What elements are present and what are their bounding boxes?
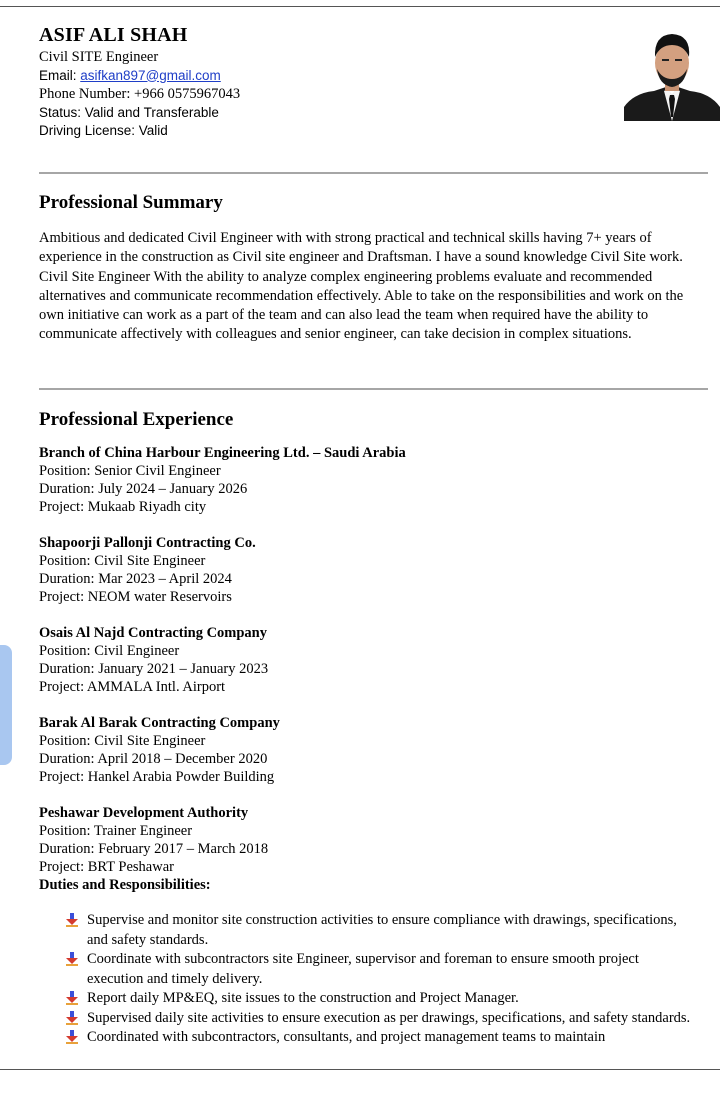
duties-heading: Duties and Responsibilities: <box>39 877 211 893</box>
email-link[interactable]: asifkan897@gmail.com <box>80 67 221 83</box>
job-title: Civil SITE Engineer <box>39 49 159 65</box>
job-entry <box>39 534 709 606</box>
job-position: Position: Civil Engineer <box>39 643 180 659</box>
job-position: Position: Civil Site Engineer <box>39 733 206 749</box>
email-label: Email: <box>39 67 81 83</box>
license-line: Driving License: Valid <box>39 123 168 138</box>
job-project: Project: Hankel Arabia Powder Building <box>39 769 275 785</box>
bullet-arrow-icon <box>65 1030 79 1044</box>
job-duration: Duration: April 2018 – December 2020 <box>39 751 268 767</box>
duty-text: Report daily MP&EQ, site issues to the construction and Project Manager. <box>87 990 519 1006</box>
job-duration: Duration: Mar 2023 – April 2024 <box>39 571 232 587</box>
job-project: Project: Mukaab Riyadh city <box>39 499 207 515</box>
job-project: Project: AMMALA Intl. Airport <box>39 679 226 695</box>
duty-text: Coordinate with subcontractors site Engineer, supervisor and foreman to ensure smooth project execution and timely delivery. <box>87 951 639 987</box>
list-item <box>65 989 695 1009</box>
email-line <box>39 67 240 86</box>
duty-text: Supervise and monitor site construction activities to ensure compliance with drawings, specifications, and safety standards. <box>87 912 677 948</box>
divider-rule <box>39 172 708 174</box>
bullet-arrow-icon <box>65 952 79 966</box>
company-name: Shapoorji Pallonji Contracting Co. <box>39 535 256 551</box>
company-name: Branch of China Harbour Engineering Ltd. – Saudi Arabia <box>39 445 406 461</box>
job-project: Project: BRT Peshawar <box>39 859 174 875</box>
job-position: Position: Trainer Engineer <box>39 823 193 839</box>
phone-number: Phone Number: +966 0575967043 <box>39 86 241 102</box>
list-item <box>65 950 695 989</box>
divider-rule <box>39 388 708 390</box>
company-name: Barak Al Barak Contracting Company <box>39 715 280 731</box>
side-scroll-tab[interactable] <box>0 645 12 765</box>
bullet-arrow-icon <box>65 1011 79 1025</box>
list-item <box>65 911 695 950</box>
job-duration: Duration: July 2024 – January 2026 <box>39 481 248 497</box>
list-item <box>65 1028 695 1048</box>
summary-heading: Professional Summary <box>39 192 223 213</box>
duty-text: Coordinated with subcontractors, consultants, and project management teams to maintain <box>87 1029 606 1045</box>
job-entry <box>39 804 709 894</box>
candidate-name: ASIF ALI SHAH <box>39 24 188 46</box>
job-project: Project: NEOM water Reservoirs <box>39 589 232 605</box>
bottom-border <box>0 1069 720 1070</box>
list-item <box>65 1009 695 1029</box>
top-border <box>0 6 720 7</box>
duty-text: Supervised daily site activities to ensure execution as per drawings, specifications, and safety standards. <box>87 1009 691 1026</box>
bullet-arrow-icon <box>65 991 79 1005</box>
job-position: Position: Civil Site Engineer <box>39 553 206 569</box>
status-line: Status: Valid and Transferable <box>39 104 219 120</box>
job-entry <box>39 444 709 516</box>
job-entry <box>39 714 709 786</box>
experience-heading: Professional Experience <box>39 409 234 430</box>
experience-list <box>39 444 709 894</box>
duties-list <box>65 911 695 1048</box>
company-name: Peshawar Development Authority <box>39 805 249 821</box>
job-position: Position: Senior Civil Engineer <box>39 463 221 479</box>
contact-header <box>39 22 240 141</box>
company-name: Osais Al Najd Contracting Company <box>39 625 267 641</box>
summary-text: Ambitious and dedicated Civil Engineer with with strong practical and technical skills having 7+ years of experience in the construction as Civil site engineer and Draftsman. I have a sound knowledge Civil Site work. Civil Site Engineer With the ability to analyze complex engineering problems evaluate and recommended alternatives and communicate recommendation effectively. Able to take on the responsibilities and work on the own initiative can work as a part of the team and can also lead the team when required have the ability to communicate affectively with colleagues and senior engineer, can take decision in complex situations. <box>39 230 684 343</box>
bullet-arrow-icon <box>65 913 79 927</box>
job-duration: Duration: January 2021 – January 2023 <box>39 661 269 677</box>
job-duration: Duration: February 2017 – March 2018 <box>39 841 269 857</box>
job-entry <box>39 624 709 696</box>
profile-photo <box>624 25 720 121</box>
